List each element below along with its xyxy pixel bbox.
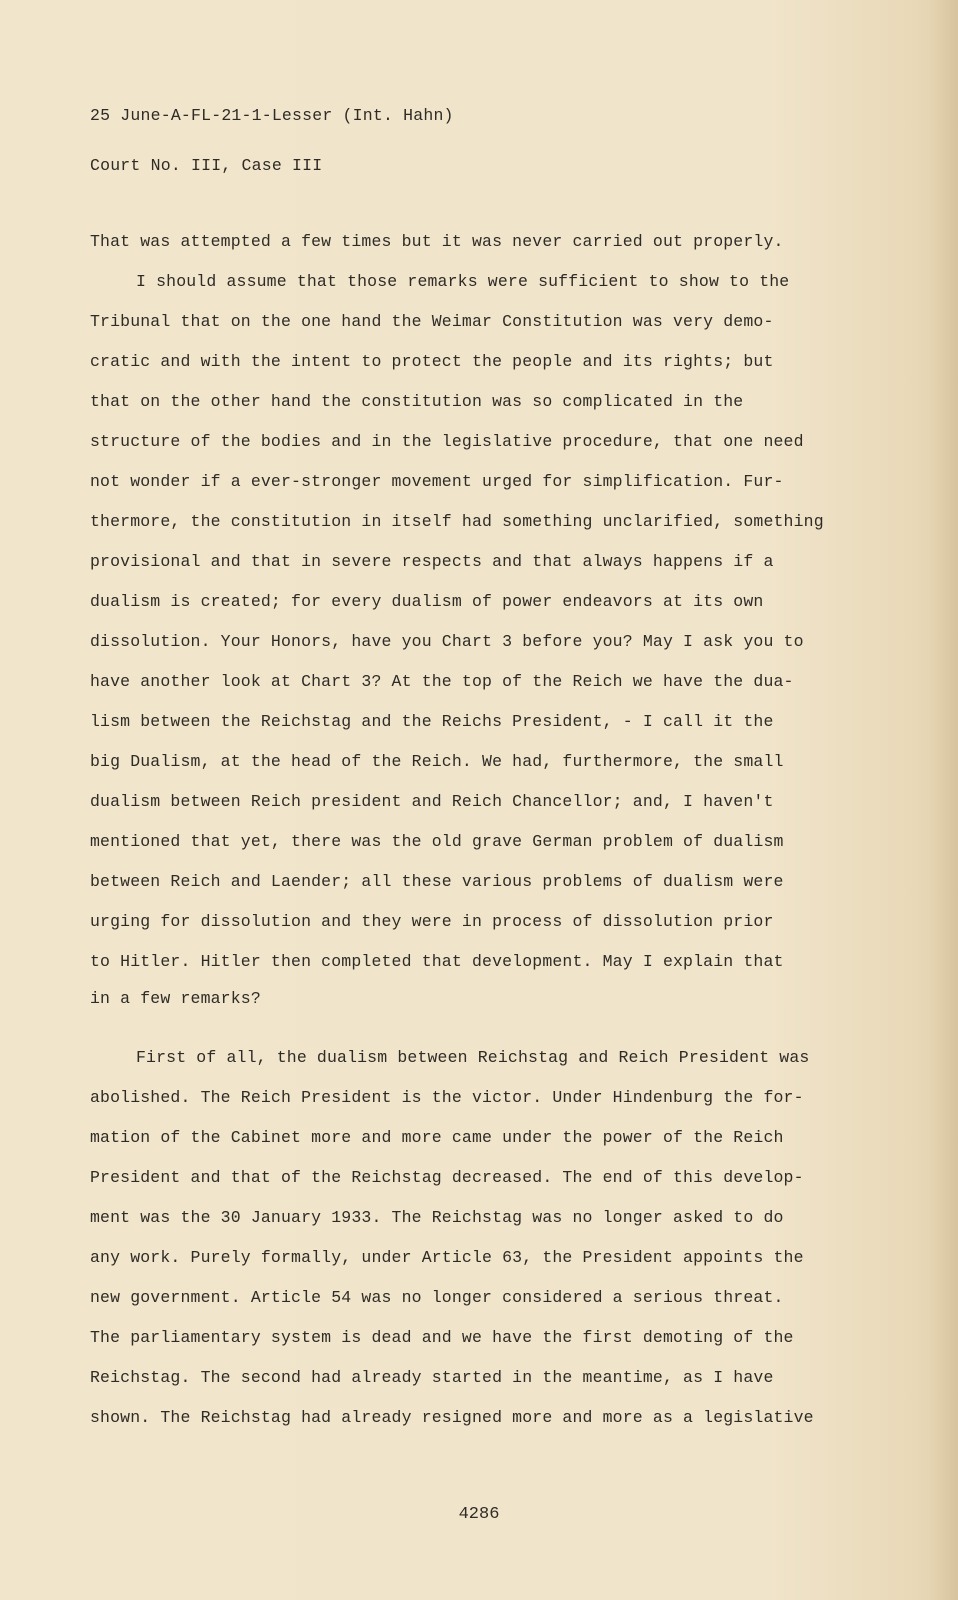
text-line: new government. Article 54 was no longer considered a serious threat. — [90, 1288, 784, 1307]
text-line: that on the other hand the constitution was so complicated in the — [90, 392, 744, 411]
text-line: not wonder if a ever-stronger movement urged for simplification. Fur- — [90, 472, 784, 491]
text-line: urging for dissolution and they were in process of dissolution prior — [90, 912, 774, 931]
text-line: I should assume that those remarks were sufficient to show to the — [136, 272, 790, 291]
text-line: structure of the bodies and in the legislative procedure, that one need — [90, 432, 804, 451]
text-line: ment was the 30 January 1933. The Reichstag was no longer asked to do — [90, 1208, 784, 1227]
page-number: 4286 — [458, 1505, 500, 1524]
text-line: shown. The Reichstag had already resigned more and more as a legislative — [90, 1408, 814, 1427]
text-line: have another look at Chart 3? At the top of the Reich we have the dua- — [90, 672, 794, 691]
text-line: thermore, the constitution in itself had something unclarified, something — [90, 512, 824, 531]
court-case-line: Court No. III, Case III — [90, 156, 323, 175]
text-line: dualism is created; for every dualism of power endeavors at its own — [90, 592, 764, 611]
text-line: Reichstag. The second had already started in the meantime, as I have — [90, 1368, 774, 1387]
text-line: in a few remarks? — [90, 989, 261, 1008]
text-line: big Dualism, at the head of the Reich. We had, furthermore, the small — [90, 752, 784, 771]
text-line: abolished. The Reich President is the victor. Under Hindenburg the for- — [90, 1088, 804, 1107]
text-line: First of all, the dualism between Reichstag and Reich President was — [136, 1048, 810, 1067]
text-line: between Reich and Laender; all these various problems of dualism were — [90, 872, 784, 891]
text-line: Tribunal that on the one hand the Weimar Constitution was very demo- — [90, 312, 774, 331]
text-line: mation of the Cabinet more and more came under the power of the Reich — [90, 1128, 784, 1147]
text-line: any work. Purely formally, under Article 63, the President appoints the — [90, 1248, 804, 1267]
text-line: cratic and with the intent to protect the people and its rights; but — [90, 352, 774, 371]
text-line: The parliamentary system is dead and we have the first demoting of the — [90, 1328, 794, 1347]
text-line: President and that of the Reichstag decreased. The end of this develop- — [90, 1168, 804, 1187]
document-reference: 25 June-A-FL-21-1-Lesser (Int. Hahn) — [90, 106, 454, 125]
text-line: dissolution. Your Honors, have you Chart 3 before you? May I ask you to — [90, 632, 804, 651]
transcript-body — [90, 222, 900, 1438]
text-line: lism between the Reichstag and the Reichs President, - I call it the — [90, 712, 774, 731]
text-line: That was attempted a few times but it was never carried out properly. — [90, 232, 784, 251]
text-line: provisional and that in severe respects and that always happens if a — [90, 552, 774, 571]
paper-edge-shadow — [928, 0, 958, 1600]
text-line: dualism between Reich president and Reich Chancellor; and, I haven't — [90, 792, 774, 811]
paragraph-gap — [90, 1016, 900, 1038]
text-line: mentioned that yet, there was the old grave German problem of dualism — [90, 832, 784, 851]
text-line: to Hitler. Hitler then completed that development. May I explain that — [90, 952, 784, 971]
